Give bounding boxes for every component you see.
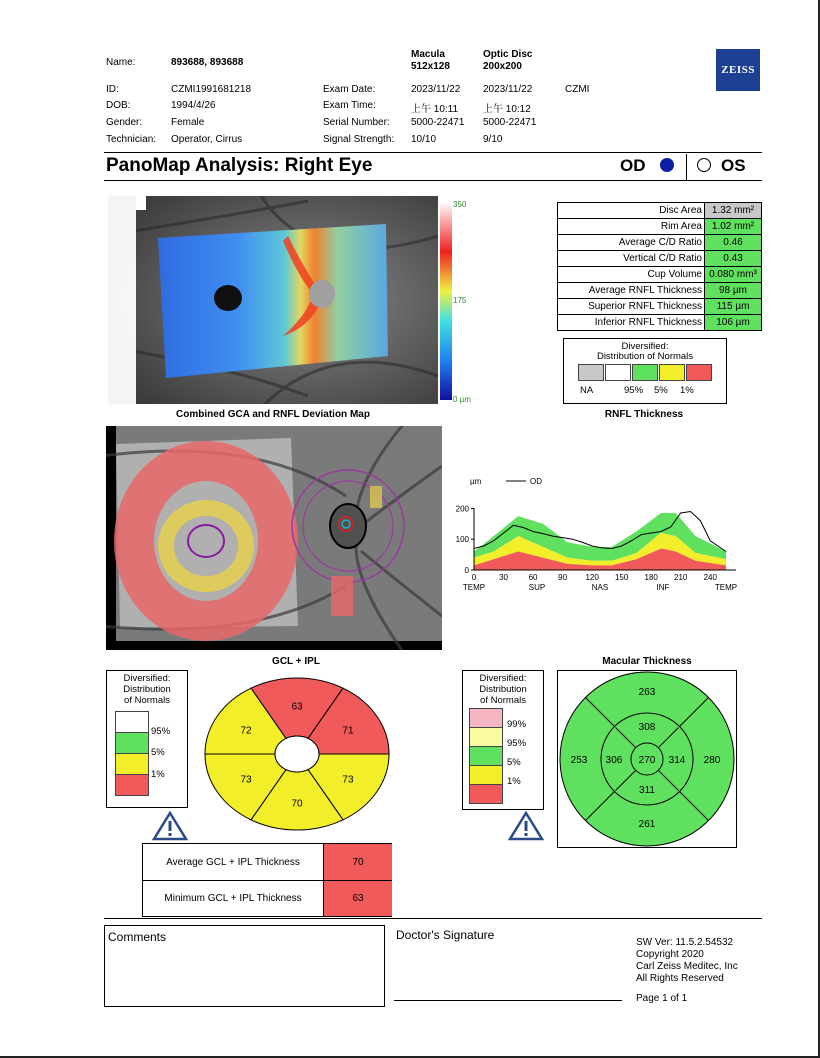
table-row [558,267,762,283]
divider [686,154,687,180]
scale-max-label: 350 [453,200,467,209]
outer-nasal-value: 280 [703,755,721,766]
legend-subtitle: Distribution of Normals [596,351,694,362]
outer-inferior-value: 261 [638,819,656,830]
disc-date: 2023/11/22 [483,84,533,95]
parameter-label: Superior RNFL Thickness [558,299,705,315]
comments-box[interactable] [104,925,385,1007]
avg-gcl-label: Average GCL + IPL Thickness [143,844,323,881]
min-gcl-value: 63 [323,881,392,916]
legend-title: of Normals [124,695,170,706]
zeiss-logo-text: ZEISS [721,64,755,76]
disc-size: 200x200 [483,61,522,72]
legend-label-na: NA [580,385,594,396]
center-value: 270 [638,755,656,766]
gender-value: Female [171,117,205,128]
y-unit-label: µm [470,477,482,486]
legend-swatch-green [469,746,503,766]
name-value: 893688, 893688 [171,57,244,68]
legend-swatch-green [632,364,658,381]
legend-label-od: OD [530,477,542,486]
gcl-sector-value: 71 [342,725,354,737]
legend-swatch-white [115,711,149,733]
map-caption: Combined GCA and RNFL Deviation Map [176,409,370,420]
rnfl-legend [563,338,727,404]
parameter-label: Average C/D Ratio [558,235,705,251]
disc-signal: 9/10 [483,134,503,145]
technician-value: Operator, Cirrus [171,134,243,145]
inner-nasal-value: 314 [668,755,686,766]
x-tick-label: 120 [585,573,599,582]
gcl-sector-value: 72 [240,725,252,737]
disc-serial: 5000-22471 [483,117,537,128]
legend-swatch-pink [469,708,503,728]
macula-serial: 5000-22471 [411,117,465,128]
gcl-sector-map [202,676,392,832]
legend-label-95: 95% [151,726,171,737]
technician-label: Technician: [106,134,157,145]
legend-title: Diversified: [123,673,171,684]
signal-label: Signal Strength: [323,134,395,145]
parameter-label: Inferior RNFL Thickness [558,315,705,331]
legend-title: Diversified: [621,341,669,352]
os-radio-icon [697,158,711,172]
parameter-value: 0.46 [705,235,762,251]
signature-label: Doctor's Signature [396,928,495,942]
x-region-label: NAS [591,583,609,592]
disc-time: 上午 10:12 [483,104,531,115]
parameter-value: 1.32 mm² [705,203,762,219]
legend-title: Distribution [479,684,527,695]
rights-text: All Rights Reserved [636,973,724,984]
parameter-label: Disc Area [558,203,705,219]
outer-temporal-value: 253 [570,755,588,766]
page-number: Page 1 of 1 [636,993,688,1004]
inner-inferior-value: 311 [639,785,655,796]
legend-swatch-red [115,774,149,796]
macular-legend [462,670,544,810]
parameter-label: Cup Volume [558,267,705,283]
y-tick-label: 100 [456,535,469,545]
rnfl-caption: RNFL Thickness [604,409,684,420]
x-region-label: TEMP [714,583,738,592]
gcl-sector-value: 73 [342,774,354,786]
gcl-thickness-table [142,843,392,917]
x-region-label: TEMP [462,583,486,592]
min-gcl-label: Minimum GCL + IPL Thickness [164,893,302,904]
company-text: Carl Zeiss Meditec, Inc [636,961,738,972]
copyright-text: Copyright 2020 [636,949,704,960]
table-row [558,283,762,299]
parameter-label: Average RNFL Thickness [558,283,705,299]
legend-swatch-lightyellow [469,727,503,747]
legend-swatch-yellow [115,753,149,775]
y-tick-label: 0 [464,566,469,575]
table-row [558,299,762,315]
parameter-value: 98 µm [705,283,762,299]
parameter-value: 1.02 mm² [705,219,762,235]
x-tick-label: 90 [558,573,568,582]
divider [104,918,762,919]
exam-date-label: Exam Date: [323,84,376,95]
macula-title: Macula [411,49,445,60]
macula-time: 上午 10:11 [411,104,459,115]
macular-thickness-map [557,670,737,848]
site-name: CZMI [565,84,590,95]
gcl-sector-value: 63 [291,701,303,713]
legend-swatch-white [605,364,631,381]
os-label: OS [721,156,746,175]
signature-line[interactable] [394,1000,622,1001]
macular-caption: Macular Thickness [602,656,692,667]
zeiss-logo [716,49,760,91]
x-tick-label: 210 [674,573,688,582]
rnfl-tsnit-chart [456,468,756,608]
page-title: PanoMap Analysis: Right Eye [106,155,373,176]
gcl-sector-value: 73 [240,774,252,786]
od-label: OD [620,156,646,175]
dob-value: 1994/4/26 [171,100,216,111]
id-label: ID: [106,84,119,95]
legend-label-95: 95% [624,385,644,396]
x-region-label: INF [656,583,670,592]
macula-signal: 10/10 [411,134,437,145]
warning-icon [508,811,544,841]
legend-swatch-yellow [469,765,503,785]
inner-superior-value: 308 [638,722,656,733]
table-row [558,251,762,267]
legend-swatch-yellow [659,364,685,381]
parameter-value: 106 µm [705,315,762,331]
divider [104,180,762,181]
legend-label-1: 1% [507,776,521,787]
disc-title: Optic Disc [483,49,533,60]
parameter-label: Rim Area [558,219,705,235]
gender-label: Gender: [106,117,143,128]
legend-label-95: 95% [507,738,527,749]
legend-label-5: 5% [151,747,165,758]
rnfl-parameter-table [557,202,762,331]
table-row [558,235,762,251]
software-version: SW Ver: 11.5.2.54532 [636,937,734,948]
parameter-value: 0.43 [705,251,762,267]
x-tick-label: 240 [703,573,717,582]
legend-label-5: 5% [654,385,668,396]
macula-size: 512x128 [411,61,450,72]
warning-icon [152,811,188,841]
legend-label-99: 99% [507,719,527,730]
x-tick-label: 60 [528,573,538,582]
x-region-label: SUP [528,583,546,592]
od-selected-icon [660,158,674,172]
scale-min-label: 0 µm [453,395,471,404]
legend-label-1: 1% [151,769,165,780]
table-row [558,219,762,235]
legend-swatch-red [686,364,712,381]
id-value: CZMI1991681218 [171,84,252,95]
gcl-caption: GCL + IPL [272,656,320,667]
dob-label: DOB: [106,100,131,111]
macula-date: 2023/11/22 [411,84,461,95]
legend-label-5: 5% [507,757,521,768]
legend-title: of Normals [480,695,526,706]
legend-title: Distribution [123,684,171,695]
name-label: Name: [106,57,136,68]
outer-superior-value: 263 [638,687,656,698]
table-row [558,203,762,219]
legend-swatch-green [115,732,149,754]
exam-time-label: Exam Time: [323,100,376,111]
avg-gcl-value: 70 [323,844,392,881]
scale-mid-label: 175 [453,296,467,305]
gcl-legend [106,670,188,808]
table-row [558,315,762,331]
x-tick-label: 150 [614,573,629,582]
legend-label-1: 1% [680,385,694,396]
deviation-map-image [106,426,442,650]
thickness-map-image [108,196,470,404]
x-tick-label: 180 [644,573,658,582]
legend-title: Diversified: [479,673,527,684]
divider [104,152,762,153]
y-tick-label: 200 [456,504,469,514]
gcl-center-hole [275,736,319,772]
legend-swatch-red [469,784,503,804]
gcl-sector-value: 70 [291,798,303,810]
comments-label: Comments [108,930,167,944]
software-info [636,937,738,985]
inner-temporal-value: 306 [605,755,623,766]
x-tick-label: 0 [471,573,477,582]
serial-label: Serial Number: [323,117,390,128]
x-tick-label: 30 [499,573,508,582]
parameter-label: Vertical C/D Ratio [558,251,705,267]
legend-swatch-na [578,364,604,381]
parameter-value: 115 µm [705,299,762,315]
parameter-value: 0.080 mm³ [705,267,762,283]
